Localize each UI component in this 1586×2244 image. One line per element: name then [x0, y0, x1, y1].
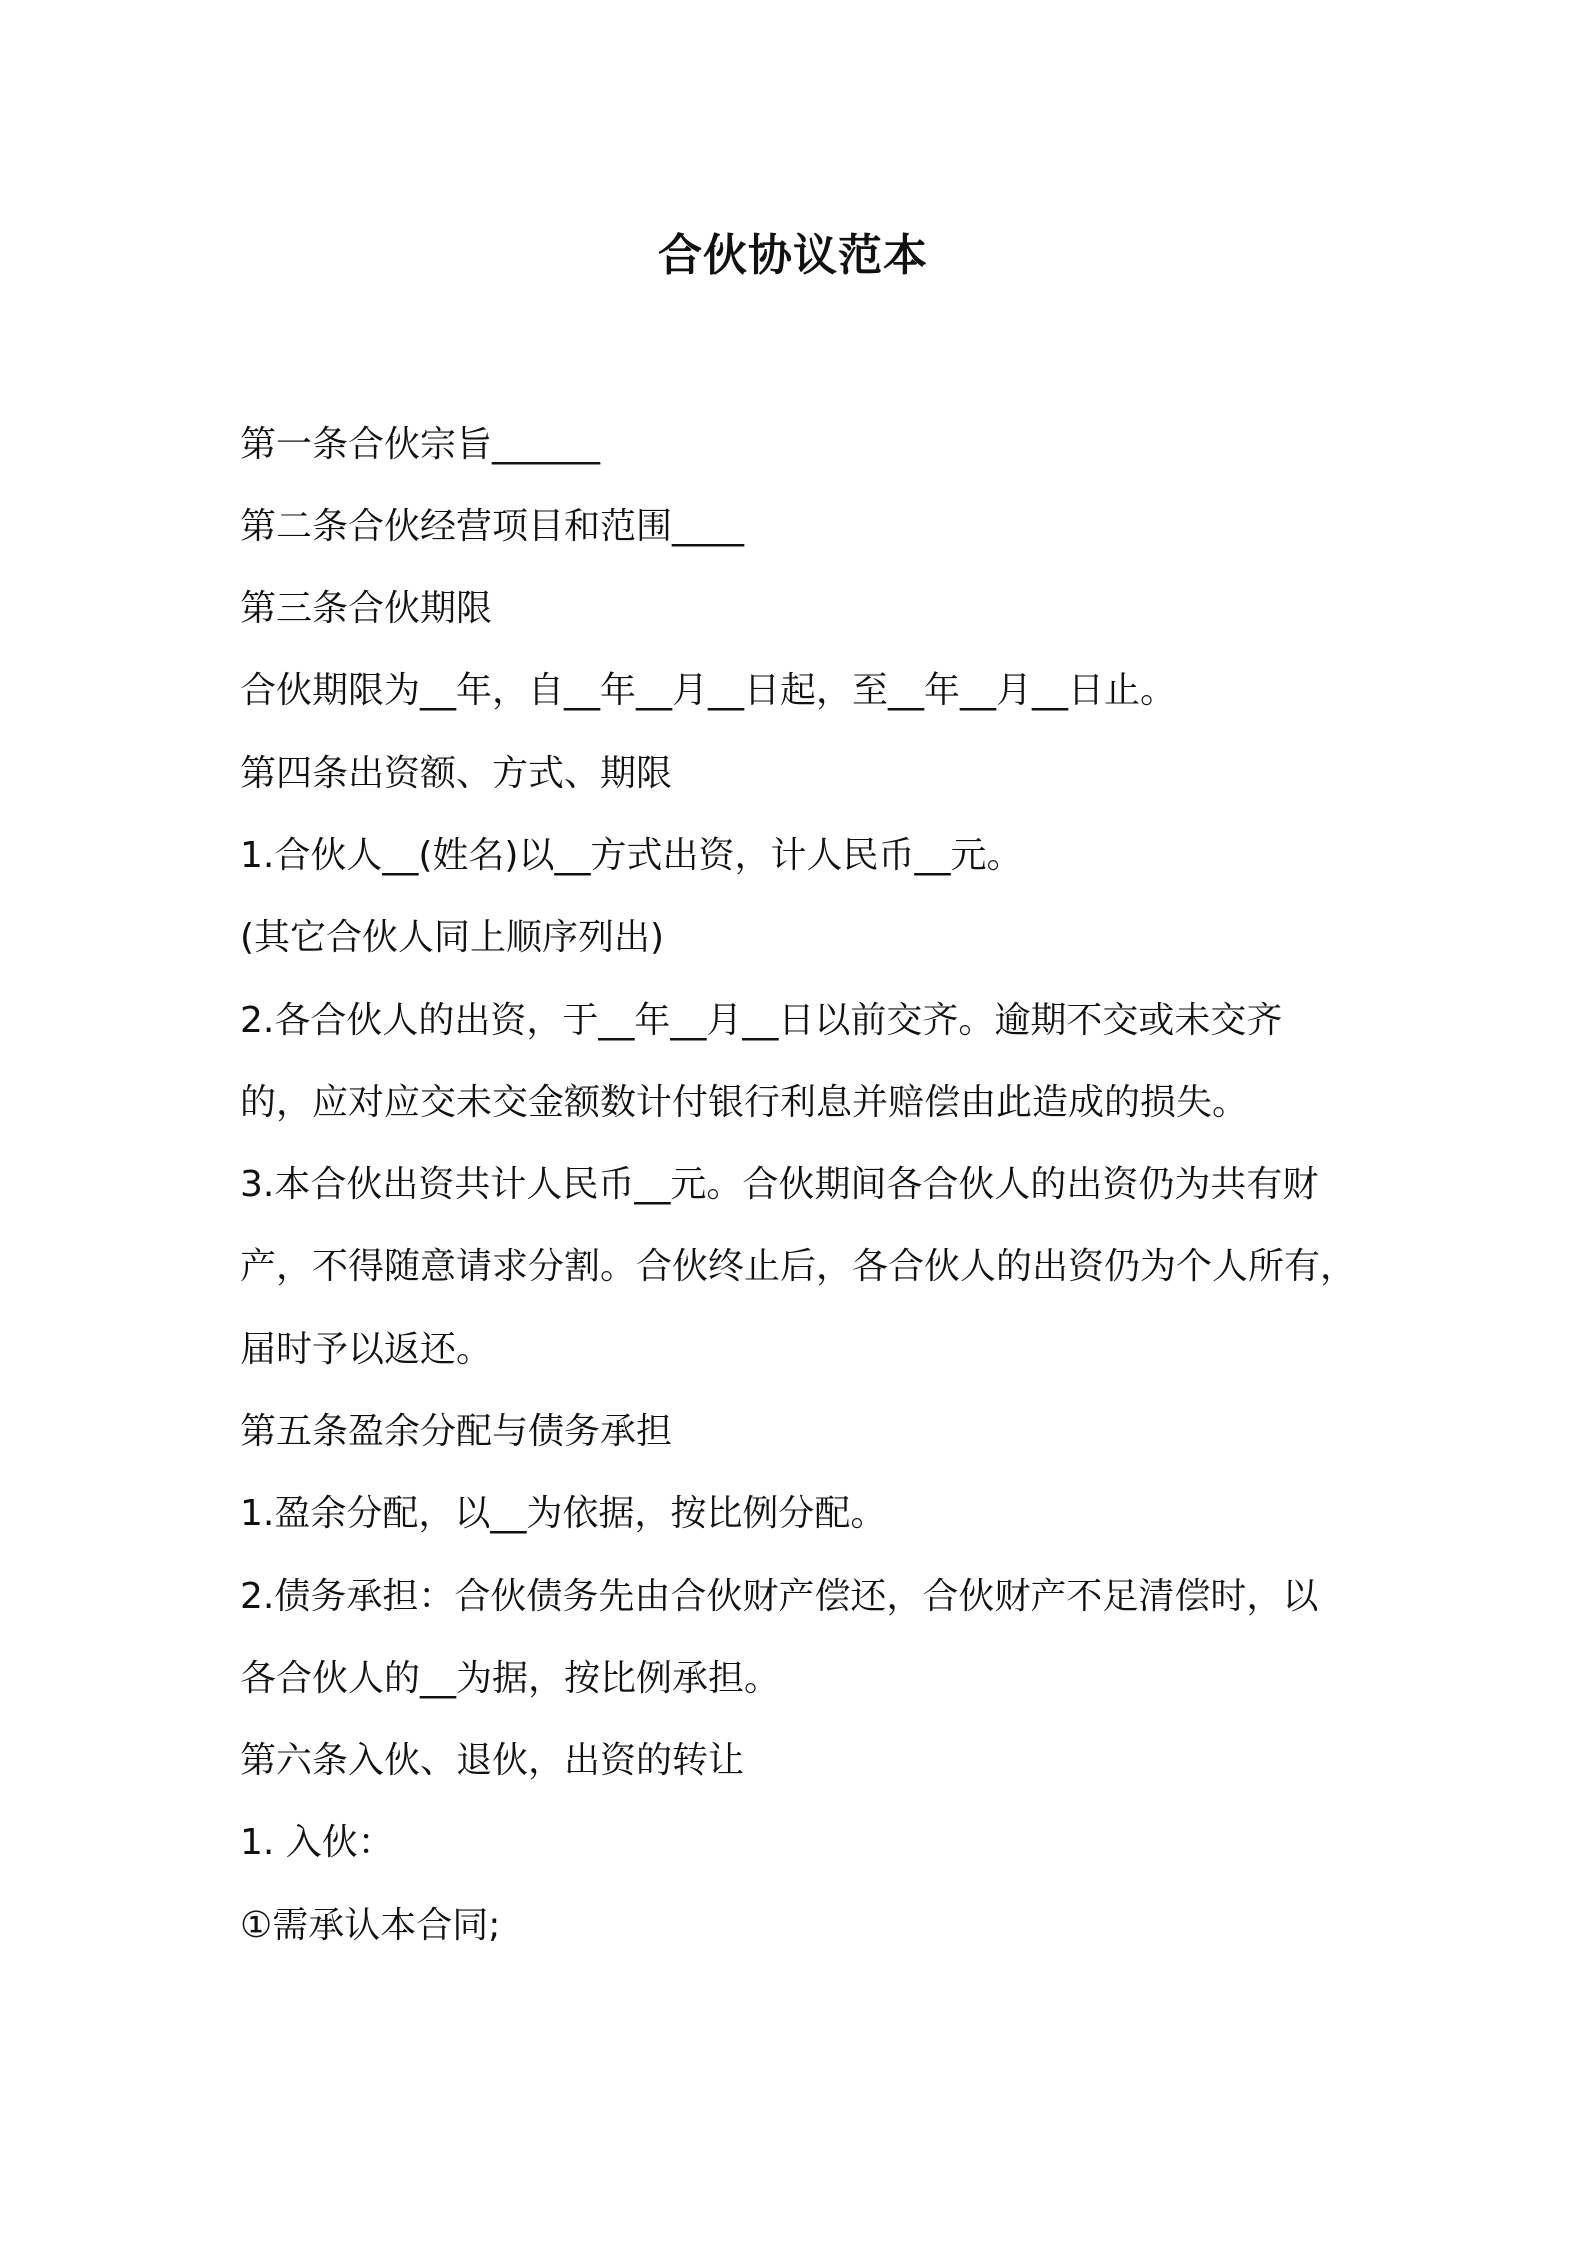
capital-clause-1: 1.合伙人__(姓名)以__方式出资，计人民币__元。: [240, 835, 1023, 876]
capital-clause-note: (其它合伙人同上顺序列出): [240, 917, 665, 958]
admission-item-1: ①需承认本合同;: [240, 1905, 501, 1946]
capital-clause-3-line-2: 产，不得随意请求分割。合伙终止后，各合伙人的出资仍为个人所有，: [240, 1246, 1357, 1287]
document-body: [240, 0, 1360, 2244]
capital-clause-2-line-2: 的，应对应交未交金额数计付银行利息并赔偿由此造成的损失。: [240, 1082, 1249, 1123]
article-5-heading: 第五条盈余分配与债务承担: [240, 1411, 673, 1452]
document-title: 合伙协议范本: [658, 230, 928, 281]
article-6-heading: 第六条入伙、退伙，出资的转让: [240, 1740, 745, 1781]
profit-clause-1: 1.盈余分配，以__为依据，按比例分配。: [240, 1493, 887, 1534]
capital-clause-2-line-1: 2.各合伙人的出资，于__年__月__日以前交齐。逾期不交或未交齐: [240, 1000, 1283, 1041]
debt-clause-line-2: 各合伙人的__为据，按比例承担。: [240, 1658, 781, 1699]
term-text: 合伙期限为__年，自__年__月__日起，至__年__月__日止。: [240, 670, 1177, 711]
capital-clause-3-line-3: 届时予以返还。: [240, 1329, 493, 1370]
article-1-heading: 第一条合伙宗旨______: [240, 424, 601, 465]
debt-clause-line-1: 2.债务承担：合伙债务先由合伙财产偿还，合伙财产不足清偿时，以: [240, 1576, 1319, 1617]
article-3-heading: 第三条合伙期限: [240, 588, 493, 629]
capital-clause-3-line-1: 3.本合伙出资共计人民币__元。合伙期间各合伙人的出资仍为共有财: [240, 1164, 1319, 1205]
admission-heading: 1. 入伙：: [240, 1822, 394, 1863]
article-4-heading: 第四条出资额、方式、期限: [240, 753, 673, 794]
article-2-heading: 第二条合伙经营项目和范围____: [240, 506, 745, 547]
